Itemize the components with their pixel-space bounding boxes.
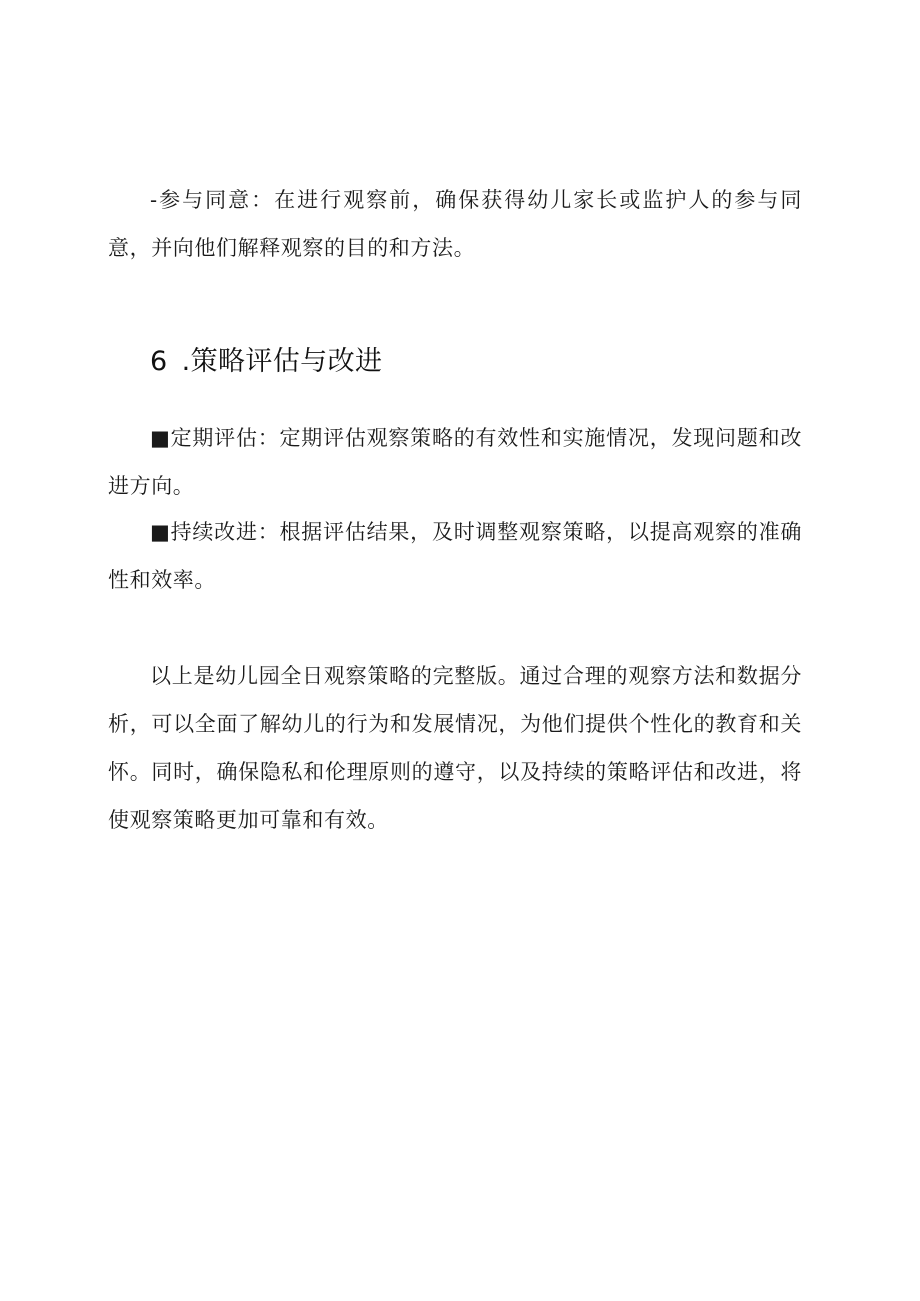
bullet-regular-evaluation: ■定期评估：定期评估观察策略的有效性和实施情况，发现问题和改进方向。 (108, 426, 802, 498)
section-heading (150, 338, 382, 386)
section-title: .策略评估与改进 (181, 346, 383, 377)
consent-paragraph: -参与同意：在进行观察前，确保获得幼儿家长或监护人的参与同意，并向他们解释观察的目的和方法。 (108, 188, 802, 260)
section-number: 6 (150, 346, 168, 377)
conclusion-paragraph: 以上是幼儿园全日观察策略的完整版。通过合理的观察方法和数据分析，可以全面了解幼儿的行为和发展情况，为他们提供个性化的教育和关怀。同时，确保隐私和伦理原则的遵守，以及持续的策略评估和改进，将使观察策略更加可靠和有效。 (108, 664, 802, 832)
bullet-continuous-improvement: ■持续改进：根据评估结果，及时调整观察策略，以提高观察的准确性和效率。 (108, 520, 802, 592)
